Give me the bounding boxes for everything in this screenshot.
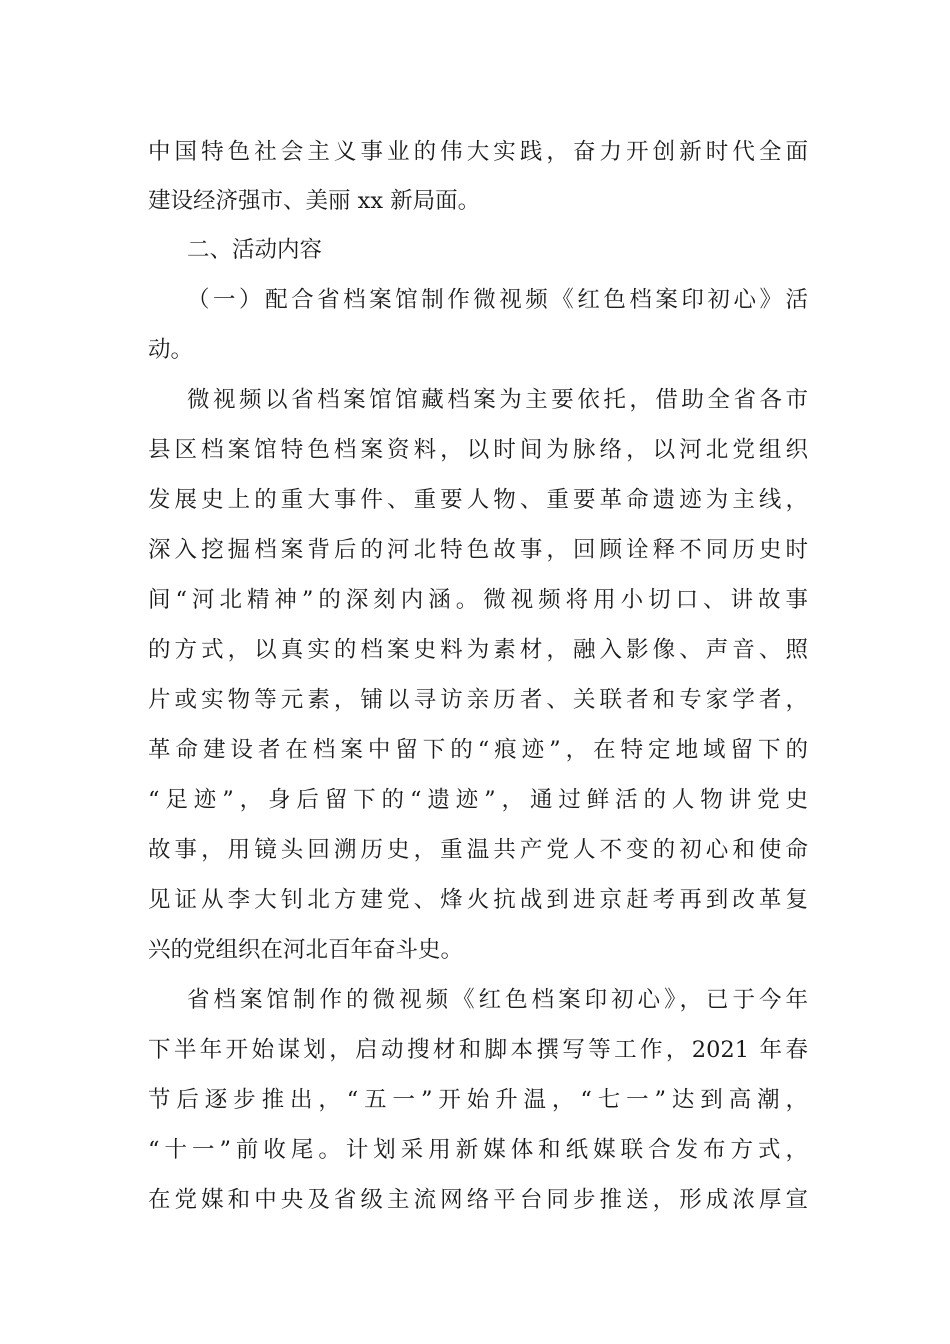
text-line: 的方式，以真实的档案史料为素材，融入影像、声音、照 — [148, 637, 808, 663]
text-line: 中国特色社会主义事业的伟大实践，奋力开创新时代全面 — [148, 139, 808, 165]
section-heading: 二、活动内容 — [187, 237, 323, 263]
text-line: 革命建设者在档案中留下的“痕迹”，在特定地域留下的 — [148, 737, 808, 763]
text-line: 在党媒和中央及省级主流网络平台同步推送，形成浓厚宣 — [148, 1187, 808, 1213]
text-line: 兴的党组织在河北百年奋斗史。 — [148, 937, 464, 963]
text-line: “十一”前收尾。计划采用新媒体和纸媒联合发布方式， — [148, 1137, 808, 1163]
text-line: 发展史上的重大事件、重要人物、重要革命遗迹为主线， — [148, 487, 808, 513]
text-line: 见证从李大钊北方建党、烽火抗战到进京赶考再到改革复 — [148, 887, 808, 913]
text-line: 故事，用镜头回溯历史，重温共产党人不变的初心和使命 — [148, 837, 808, 863]
text-line: 动。 — [148, 337, 194, 363]
subsection-heading: （一）配合省档案馆制作微视频《红色档案印初心》活 — [187, 287, 808, 313]
text-line: “足迹”，身后留下的“遗迹”，通过鲜活的人物讲党史 — [148, 787, 808, 813]
text-line: 片或实物等元素，铺以寻访亲历者、关联者和专家学者， — [148, 687, 808, 713]
paragraph-first-line: 省档案馆制作的微视频《红色档案印初心》，已于今年 — [187, 987, 808, 1013]
text-line: 建设经济强市、美丽 xx 新局面。 — [148, 188, 481, 214]
text-line: 节后逐步推出，“五一”开始升温，“七一”达到高潮， — [148, 1087, 808, 1113]
text-line: 下半年开始谋划，启动搜材和脚本撰写等工作，2021 年春 — [148, 1037, 808, 1063]
text-line: 县区档案馆特色档案资料，以时间为脉络，以河北党组织 — [148, 437, 808, 463]
paragraph-first-line: 微视频以省档案馆馆藏档案为主要依托，借助全省各市 — [187, 387, 808, 413]
text-line: 间“河北精神”的深刻内涵。微视频将用小切口、讲故事 — [148, 587, 808, 613]
text-line: 深入挖掘档案背后的河北特色故事，回顾诠释不同历史时 — [148, 537, 808, 563]
